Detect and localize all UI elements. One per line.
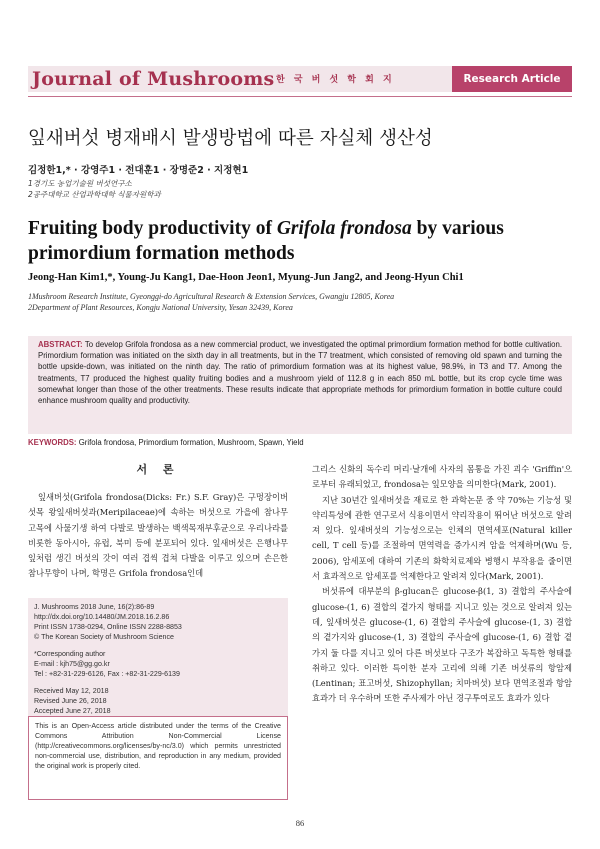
english-title-species: Grifola frondosa bbox=[276, 218, 412, 239]
abstract-box bbox=[28, 336, 572, 434]
english-title-part1: Fruiting body productivity of bbox=[28, 218, 277, 239]
body-left-column bbox=[28, 462, 288, 582]
keywords-text: Grifola frondosa, Primordium formation, Mushroom, Spawn, Yield bbox=[78, 438, 304, 447]
korean-authors: 김정한1,* · 강영주1 · 전대훈1 · 장명준2 · 지정현1 bbox=[28, 165, 249, 176]
korean-affiliation-2: 2공주대학교 산업과학대학 식물자원학과 bbox=[28, 190, 161, 199]
body-right-column bbox=[312, 462, 572, 707]
revised-date: Revised June 26, 2018 bbox=[34, 697, 107, 705]
keywords bbox=[28, 438, 572, 447]
issn: Print ISSN 1738-0294, Online ISSN 2288-8853 bbox=[34, 623, 182, 631]
english-authors: Jeong-Han Kim1,*, Young-Ju Kang1, Dae-Hoon Jeon1, Myung-Jun Jang2, and Jeong-Hyun Chi1 bbox=[28, 272, 464, 283]
journal-title: Journal of Mushrooms bbox=[32, 68, 275, 90]
journal-korean-title: 한 국 버 섯 학 회 지 bbox=[276, 75, 395, 85]
abstract-text: To develop Grifola frondosa as a new commercial product, we investigated the optimal primordium formation method for bottle cultivation. Primordium formation was initiated on the sixth day in all treatments, but in the T7 treatment, which consisted of removing old spawn and turning the bottle upside-down, was initiated on the ninth day. The ratio of primordium formation was at its highest value, 98.9%, in T3 and T7. Among the treatments, T7 produced the highest quality fruiting bodies and a mushroom yield of 112.8 g in each 850 mL bottle, but its crop cycle time was somewhat longer than those of the other treatments. These results indicate that appropriate methods for primordium formation in bottle culture could enhance mushroom quality and productivity. bbox=[38, 340, 562, 406]
header-divider bbox=[28, 96, 572, 97]
english-affiliations bbox=[28, 291, 572, 313]
copyright: © The Korean Society of Mushroom Science bbox=[34, 633, 174, 641]
abstract-label: ABSTRACT: bbox=[38, 340, 83, 349]
open-access-notice: This is an Open-Access article distributed under the terms of the Creative Commons Attribution Non-Commercial License (http://creativecommons.org/licenses/by-nc/3.0) which permits unrestricted non-commercial use, distribution, and reproduction in any medium, provided the original work is properly cited. bbox=[28, 716, 288, 800]
spacer bbox=[34, 679, 282, 686]
english-affiliation-2: 2Department of Plant Resources, Kongju National University, Yesan 32439, Korea bbox=[28, 303, 293, 312]
spacer bbox=[34, 642, 282, 649]
citation: J. Mushrooms 2018 June, 16(2):86-89 bbox=[34, 603, 155, 611]
journal-header bbox=[28, 66, 572, 92]
accepted-date: Accepted June 27, 2018 bbox=[34, 707, 111, 715]
page-number: 86 bbox=[295, 818, 305, 828]
intro-paragraph-2: 그리스 신화의 독수리 머리·날개에 사자의 몸통을 가진 괴수 'Griffin'으로부터 유래되었고, frondosa는 잎모양을 의미한다(Mark, 2001). bbox=[312, 464, 572, 490]
intro-paragraph-1: 잎새버섯(Grifola frondosa(Dicks: Fr.) S.F. Gray)은 구멍장이버섯목 왕잎새버섯과(Meripilaceae)에 속하는 버섯으로 가을에 참나무 고목에 사물기생 하여 다발로 발생하는 백색목재부후균으로 우리나라를 비롯한 동아시아, 유럽, 북미 등에 분포되어 있다. 잎새버섯은 은행나무 잎처럼 생긴 버섯의 갓이 여러 겹씩 겹쳐 다발을 이루고 있으며 손은한 참나무향이 나며, 학명은 Grifola frondosa인데 bbox=[28, 492, 288, 579]
intro-paragraph-3: 지난 30년간 잎새버섯을 재료로 한 과학논문 중 약 70%는 기능성 및 약리특성에 관한 연구로서 식용이면서 약리작용이 뛰어난 버섯으로 알려져 있다. 잎새버섯의 기능성으로는 인체의 면역세포(Natural killer cell, T cell 등)를 조절하여 면역력을 증가시켜 암을 억제하며(Wu 등, 2006), 암세포에 대하여 기존의 화학치료제와 병행시 부작용을 줄이면서 효과적으로 암세포를 억제한다고 알려져 있다(Mark, 2001). bbox=[312, 494, 572, 582]
article-info-box bbox=[28, 598, 288, 722]
corresponding-email: E-mail : kjh75@gg.go.kr bbox=[34, 660, 110, 668]
korean-title: 잎새버섯 병재배시 발생방법에 따른 자실체 생산성 bbox=[28, 128, 433, 149]
korean-affiliation-1: 1경기도 농업기술원 버섯연구소 bbox=[28, 179, 132, 188]
english-affiliation-1: 1Mushroom Research Institute, Gyeonggi-do Agricultural Research & Extension Services, Gwangju 12805, Korea bbox=[28, 292, 395, 301]
english-title bbox=[28, 216, 548, 266]
corresponding-label: *Corresponding author bbox=[34, 650, 106, 658]
doi: http://dx.doi.org/10.14480/JM.2018.16.2.86 bbox=[34, 613, 170, 621]
intro-paragraph-4: 버섯류에 대부분의 β-glucan은 glucose-β(1, 3) 결합의 주사슬에 glucose-(1, 6) 결합의 곁가지 형태를 지니고 있는 것으로 알려져 있는데, 잎새버섯은 glucose-(1, 6) 결합의 주사슬에 glucose-(1, 3) 결합의 곁가지와 glucose-(1, 3) 결합의 주사슬에 glucose-(1, 6) 결합 곁가지 둘 다를 지니고 있어 다른 버섯보다 구조가 복잡하고 독특한 형태를 취하고 있다. 이러한 특이한 분자 고리에 의해 기존 버섯류의 항암제(Lentinan; 표고버섯, Shizophyllan; 치마버섯) 보다 면역조절과 항암효과가 더 우수하며 또한 주사제가 아닌 경구투여로도 효과가 있다 bbox=[312, 586, 572, 704]
article-type-badge: Research Article bbox=[452, 66, 572, 92]
corresponding-phone: Tel : +82-31-229-6126, Fax : +82-31-229-6139 bbox=[34, 670, 180, 678]
section-heading-introduction: 서 론 bbox=[136, 463, 180, 476]
english-title-part2: by various primordium formation methods bbox=[28, 218, 504, 264]
korean-affiliations bbox=[28, 178, 572, 200]
keywords-label: KEYWORDS: bbox=[28, 438, 77, 447]
received-date: Received May 12, 2018 bbox=[34, 687, 109, 695]
